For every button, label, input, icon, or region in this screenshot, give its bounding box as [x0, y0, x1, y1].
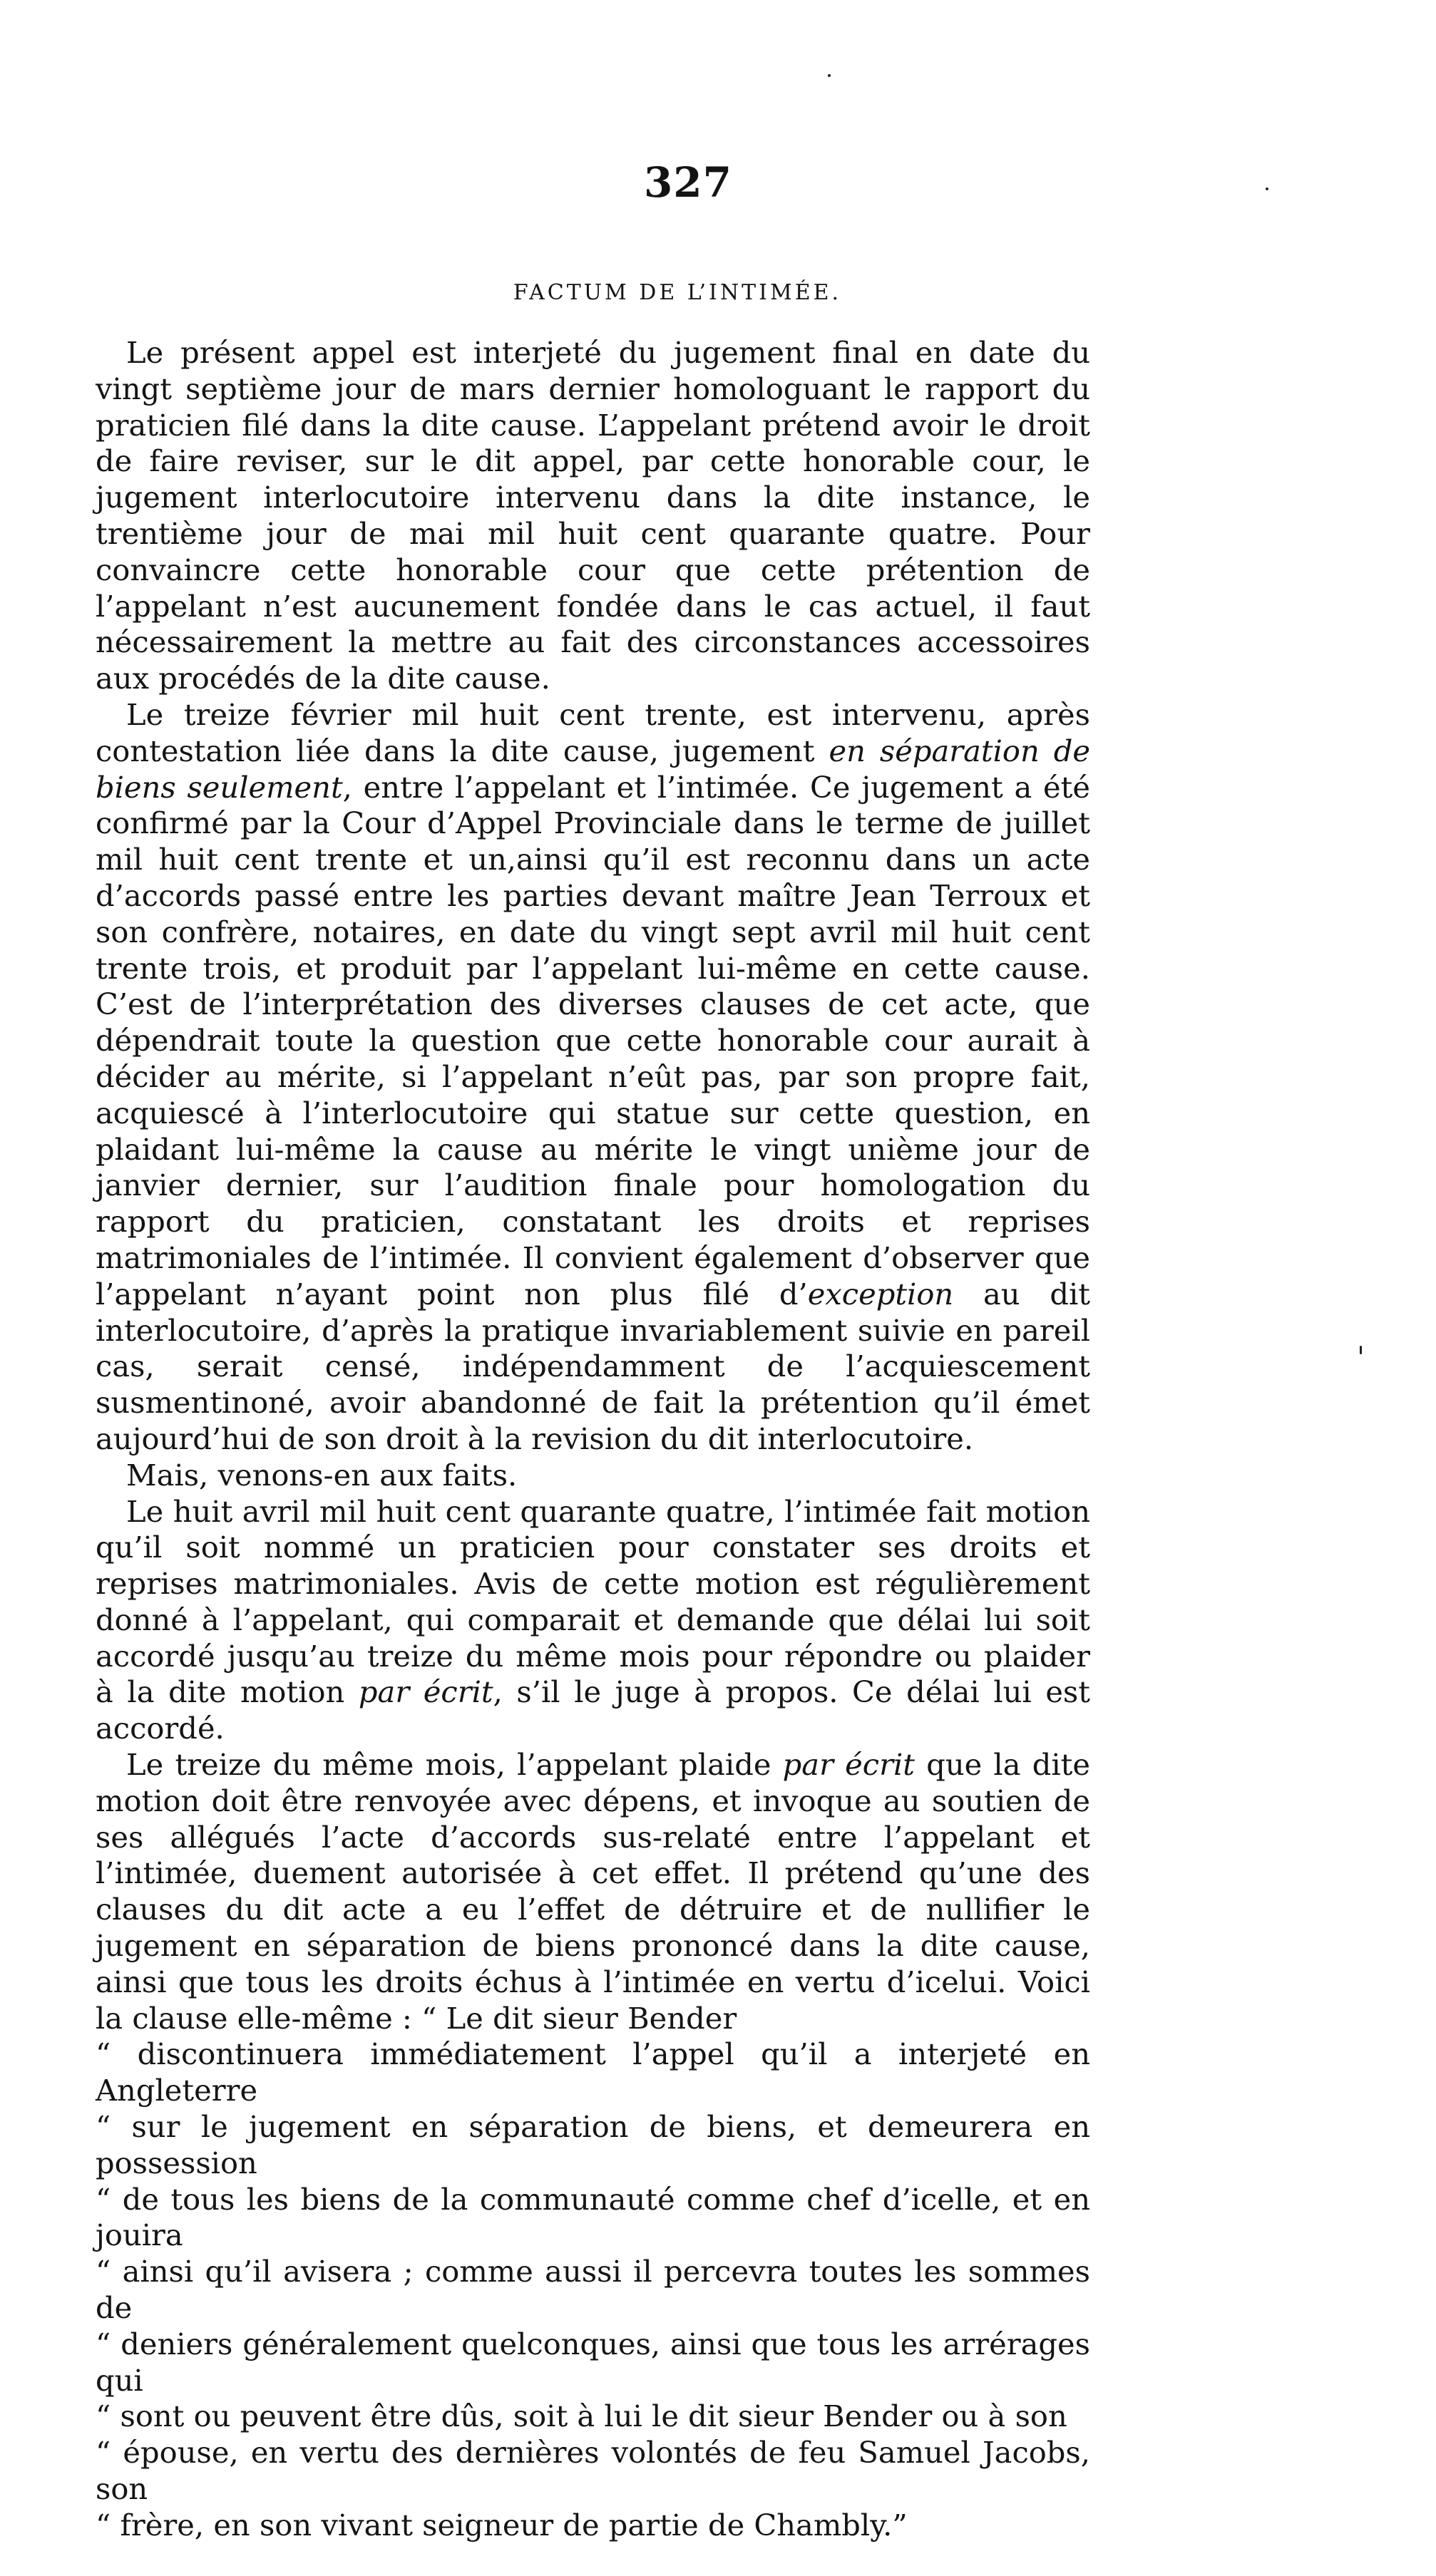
italic-phrase: exception: [807, 1276, 954, 1312]
paragraph-text: Le présent appel est interjeté du jugement final en date du vingt septième jour de mars dernier homologuant le rapport du praticien filé dans la dite cause. L’appelant prétend avoir le droit de faire reviser, sur le dit appel, par cette honorable cour, le jugement interlocutoire intervenu dans la dite instance, le trentième jour de mai mil huit cent quarante quatre. Pour convaincre cette honorable cour que cette prétention de l’appelant n’est aucunement fondée dans le cas actuel, il faut nécessairement la mettre au fait des circonstances accessoires aux procédés de la dite cause.: [96, 335, 1090, 696]
paragraph: [96, 697, 1090, 1458]
quote-line: “ ainsi qu’il avisera ; comme aussi il percevra toutes les sommes de: [96, 2254, 1090, 2326]
italic-phrase: par écrit: [358, 1674, 493, 1710]
paragraph-text: Le treize du même mois, l’appelant plaide: [126, 1747, 783, 1783]
print-speck: [1360, 1346, 1362, 1354]
paragraph: [96, 1458, 1090, 1494]
paragraph: [96, 1747, 1090, 2544]
paragraph-text: Le treize février mil huit cent trente, est intervenu, après contestation liée dans la dite cause, jugement: [96, 696, 1090, 768]
page-number: 327: [643, 158, 733, 207]
paragraph: [96, 1494, 1090, 1748]
quote-line: “ sur le jugement en séparation de biens, et demeurera en possession: [96, 2109, 1090, 2180]
paragraph-text: au dit interlocutoire, d’après la pratique invariablement suivie en pareil cas, serait censé, indépendamment de l’acquiescement susmentinoné, avoir abandonné de fait la prétention qu’il émet aujourd’hui de son droit à la revision du dit interlocutoire.: [96, 1276, 1090, 1456]
paragraph-text: , entre l’appelant et l’intimée. Ce jugement a été confirmé par la Cour d’Appel Provinciale dans le terme de juillet mil huit cent trente et un,ainsi qu’il est reconnu dans un acte d’accords passé entre les parties devant maître Jean Terroux et son confrère, notaires, en date du vingt sept avril mil huit cent trente trois, et produit par l’appelant lui-même en cette cause. C’est de l’interprétation des diverses clauses de cet acte, que dépendrait toute la question que cette honorable cour aurait à décider au mérite, si l’appelant n’eût pas, par son propre fait, acquiescé à l’interlocutoire qui statue sur cette question, en plaidant lui-même la cause au mérite le vingt unième jour de janvier dernier, sur l’audition finale pour homologation du rapport du praticien, constatant les droits et reprises matrimoniales de l’intimée. Il convient également d’observer que l’appelant n’ayant point non plus filé d’: [96, 769, 1090, 1312]
paragraph-text: , s’il le juge à propos. Ce délai lui est accordé.: [96, 1674, 1090, 1746]
italic-phrase: par écrit: [782, 1747, 915, 1783]
italic-phrase: en séparation de biens seulement: [96, 733, 1091, 805]
quote-line: “ discontinuera immédiatement l’appel qu’il a interjeté en Angleterre: [96, 2036, 1090, 2108]
quote-line: “ frère, en son vivant seigneur de partie de Chambly.”: [96, 2507, 908, 2542]
paragraph: [96, 335, 1090, 697]
paragraph-text: Mais, venons-en aux faits.: [126, 1457, 518, 1493]
paragraph-text: que la dite motion doit être renvoyée avec dépens, et invoque au soutien de ses allégués l’acte d’accords sus-relaté entre l’appelant et l’intimée, duement autorisée à cet effet. Il prétend qu’une des clauses du dit acte a eu l’effet de détruire et de nullifier le jugement en séparation de biens prononcé dans la dite cause, ainsi que tous les droits échus à l’intimée en vertu d’icelui. Voici la clause elle-même : “ Le dit sieur Bender: [96, 1747, 1090, 2036]
body-text: [96, 335, 1090, 2544]
quote-line: “ épouse, en vertu des dernières volontés de feu Samuel Jacobs, son: [96, 2435, 1090, 2507]
quote-line: “ sont ou peuvent être dûs, soit à lui le dit sieur Bender ou à son: [96, 2399, 1067, 2434]
quote-line: “ de tous les biens de la communauté comme chef d’icelle, et en jouira: [96, 2181, 1090, 2253]
paragraph-text: Le huit avril mil huit cent quarante quatre, l’intimée fait motion qu’il soit nommé un praticien pour constater ses droits et reprises matrimoniales. Avis de cette motion est régulièrement donné à l’appelant, qui comparait et demande que délai lui soit accordé jusqu’au treize du même mois pour répondre ou plaider à la dite motion: [96, 1493, 1090, 1710]
print-speck: [828, 74, 831, 77]
section-heading: FACTUM DE L’INTIMÉE.: [513, 280, 842, 305]
quote-line: “ deniers généralement quelconques, ainsi que tous les arrérages qui: [96, 2326, 1090, 2398]
